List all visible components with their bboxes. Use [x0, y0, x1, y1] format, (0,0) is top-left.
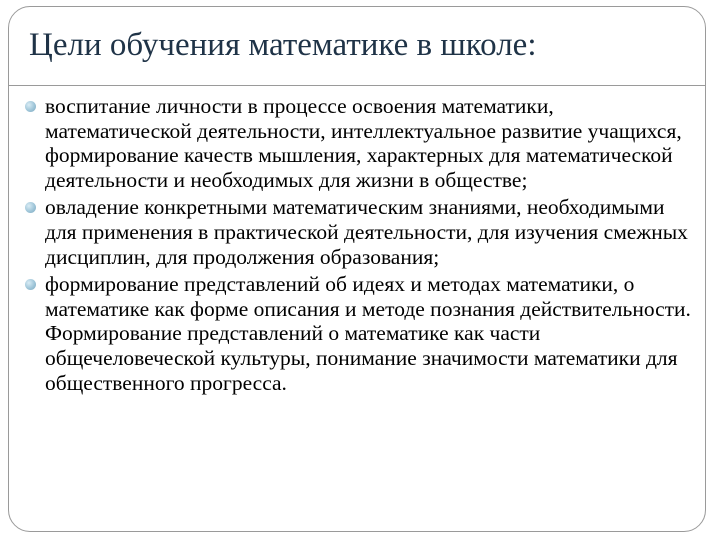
- bullet-list: [25, 94, 701, 395]
- bullet-text: воспитание личности в процессе освоения математики, математической деятельности, интеллектуальное развитие учащихся, формирование качеств мышления, характерных для математической деятельности и необходимых для жизни в обществе;: [45, 94, 682, 192]
- slide-frame: [8, 6, 706, 532]
- bullet-icon: [25, 202, 36, 213]
- bullet-text: формирование представлений об идеях и методах математики, о математике как форме описания и методе познания действительности. Формирование представлений о математике как части общечеловеческой культуры, понимание значимости математики для общественного прогресса.: [45, 272, 691, 395]
- title-divider: [9, 85, 705, 86]
- bullet-item-upbringing: [25, 94, 701, 192]
- slide-title: Цели обучения математике в школе:: [29, 27, 537, 63]
- bullet-text: овладение конкретными математическим знаниями, необходимыми для применения в практической деятельности, для изучения смежных дисциплин, для продолжения образования;: [45, 195, 688, 269]
- bullet-icon: [25, 101, 36, 112]
- bullet-item-ideas: [25, 272, 701, 395]
- bullet-icon: [25, 279, 36, 290]
- bullet-item-knowledge: [25, 195, 701, 269]
